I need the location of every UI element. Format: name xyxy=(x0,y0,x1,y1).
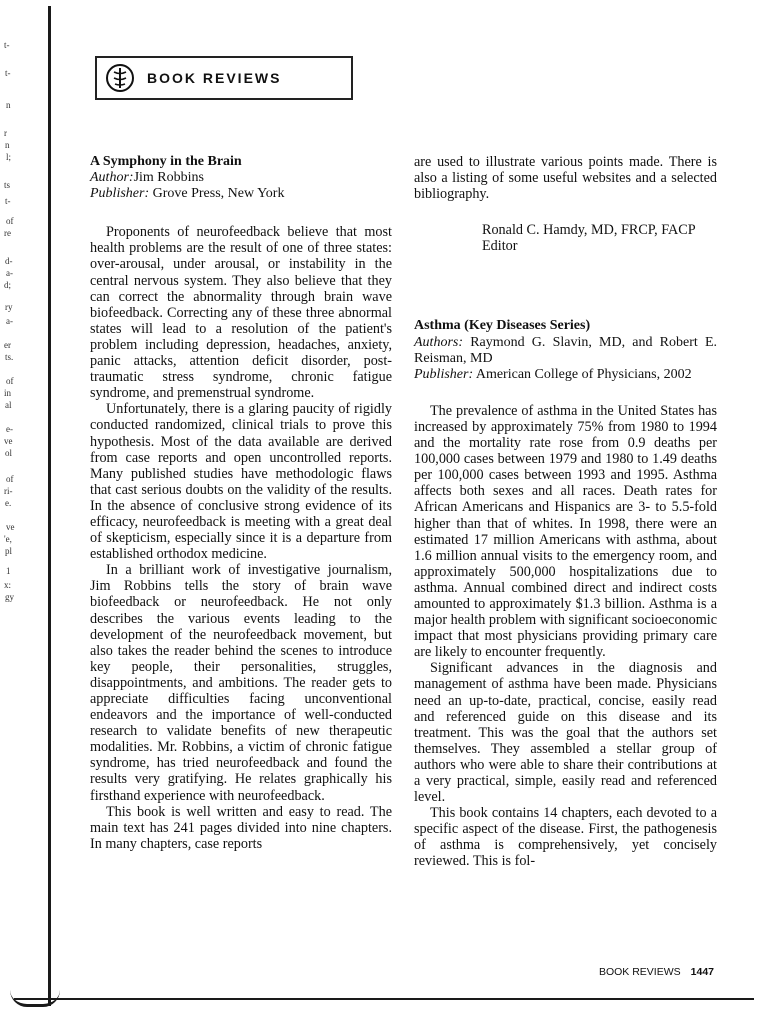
gutter-mark: n xyxy=(5,140,10,150)
left-column xyxy=(90,154,392,852)
review1-continuation: are used to illustrate various points made. There is also a listing of some useful websites and a selected bibliography. xyxy=(414,154,717,203)
gutter-mark: r xyxy=(4,128,7,138)
gutter-mark: ve xyxy=(6,522,15,532)
review2-title: Asthma (Key Diseases Series) xyxy=(414,318,591,334)
review1-author-line xyxy=(90,170,392,186)
gutter-mark: a- xyxy=(6,268,13,278)
bottom-rule xyxy=(14,998,754,1000)
review2-paragraph: The prevalence of asthma in the United States has increased by approximately 75% from 1980 to 1994 and the mortality rate rose from 0.9 deaths per 100,000 cases between 1979 and 1980 to 1.49 deaths per 100,000 cases between 1993 and 1995. Asthma affects both sexes and all races. Death rates for African Americans and Hispanics are 3- to 5.5-fold higher than that of whites. In 1998, there were an estimated 17 million Americans with asthma, about 1.6 million annual visits to the emergency room, and approximately 500,000 hospitalizations due to asthma. Annual combined direct and indirect costs amounted to approximately $1.3 billion. Asthma is a major health problem with significant socioeconomic impact that most physicians providing primary care are likely to encounter frequently. xyxy=(414,402,717,661)
gutter-mark: of xyxy=(6,216,14,226)
review1-title: A Symphony in the Brain xyxy=(90,154,242,169)
page-number: 1447 xyxy=(690,966,714,978)
gutter-mark: ry xyxy=(5,302,13,312)
review1-signature-role: Editor xyxy=(482,238,518,255)
author-label: Author: xyxy=(90,170,134,186)
gutter-mark: ts. xyxy=(5,352,14,362)
left-margin-bleed xyxy=(0,0,46,1024)
gutter-mark: in xyxy=(4,388,12,398)
gutter-mark: ve xyxy=(4,436,13,446)
gutter-mark: ts xyxy=(4,180,11,190)
gutter-mark: pl xyxy=(5,546,13,556)
gutter-mark: e. xyxy=(5,498,12,508)
review2-publisher-line xyxy=(414,367,717,383)
gutter-mark: 'e, xyxy=(4,534,12,544)
gutter-mark: gy xyxy=(5,592,14,602)
right-column xyxy=(414,154,717,870)
gutter-mark: 1 xyxy=(6,566,11,576)
gutter-mark: ri- xyxy=(4,486,13,496)
binding-rule xyxy=(48,6,51,1006)
review1-paragraph: In a brilliant work of investigative journalism, Jim Robbins tells the story of brain wave biofeedback or neurofeedback. He not only describes the various events leading to the development of the neurofeedback movement, but also takes the reader behind the scenes to introduce key people, their personalities, struggles, disappointments, and ambitions. The reader gets to appreciate difficulties facing unconventional endeavors and the importance of well-conducted research to validate benefits of new therapeutic modalities. Mr. Robbins, a victim of chronic fatigue syndrome, has tried neurofeedback and found the results very gratifying. He relates graphically his firsthand experience with neurofeedback. xyxy=(90,562,392,804)
review2-authors: Raymond G. Slavin, MD, and Robert E. Reisman, MD xyxy=(414,334,718,366)
gutter-mark: l; xyxy=(6,152,12,162)
review1-author: Jim Robbins xyxy=(133,170,204,186)
gutter-mark: al xyxy=(5,400,12,410)
gutter-mark: t- xyxy=(5,68,11,78)
review2-publisher: American College of Physicians, 2002 xyxy=(475,366,692,382)
review1-paragraph: Proponents of neurofeedback believe that most health problems are the result of one of three states: over-arousal, under arousal, or instability in the central nervous system. They also believe that they can correct the abnormality through brain wave biofeedback. Correcting any of these three abnormal states will lead to a resolution of the patient's problem including depression, headaches, anxiety, panic attacks, attention deficit disorder, post-traumatic stress syndrome, chronic fatigue syndrome, and premenstrual syndrome. xyxy=(90,224,392,402)
gutter-mark: t- xyxy=(4,40,10,50)
review1-paragraph: This book is well written and easy to read. The main text has 241 pages divided into nine chapters. In many chapters, case reports xyxy=(90,803,392,852)
gutter-mark: x: xyxy=(4,580,12,590)
authors-label: Authors: xyxy=(414,334,463,350)
publisher-label: Publisher: xyxy=(414,366,474,382)
review1-publisher-line xyxy=(90,186,392,202)
gutter-mark: n xyxy=(6,100,11,110)
section-header xyxy=(95,56,353,100)
review1-paragraph: Unfortunately, there is a glaring paucity of rigidly conducted randomized, clinical trials to prove this hypothesis. Most of the data available are derived from case reports and open uncontrolled reports. Many published studies have methodologic flaws that cast serious doubts on the validity of the results. In the absence of conclusive strong evidence of its efficacy, neurofeedback is meeting with a great deal of skepticism, especially since it is a departure from established orthodox medicine. xyxy=(90,401,392,563)
gutter-mark: e- xyxy=(6,424,13,434)
publisher-label: Publisher: xyxy=(90,186,150,202)
gutter-mark: t- xyxy=(5,196,11,206)
gutter-mark: of xyxy=(6,376,14,386)
review1-publisher: Grove Press, New York xyxy=(152,186,285,202)
review1-signature-name: Ronald C. Hamdy, MD, FRCP, FACP xyxy=(482,222,696,239)
gutter-mark: of xyxy=(6,474,14,484)
review2-paragraph: Significant advances in the diagnosis and management of asthma have been made. Physicians need an up-to-date, practical, concise, easily read and referenced guide on this disease and its treatment. This was the goal that the authors set themselves. They assembled a stellar group of authors who were able to share their contributions at a very practical, simple, easily read and referenced level. xyxy=(414,660,717,806)
gutter-mark: er xyxy=(4,340,11,350)
gutter-mark: re xyxy=(4,228,11,238)
gutter-mark: ol xyxy=(5,448,13,458)
section-title: BOOK REVIEWS xyxy=(147,70,282,86)
gutter-mark: d; xyxy=(4,280,12,290)
review2-paragraph: This book contains 14 chapters, each devoted to a specific aspect of the disease. First, the pathogenesis of asthma is comprehensively, yet concisely reviewed. This is fol- xyxy=(414,805,717,870)
footer-section: BOOK REVIEWS xyxy=(598,966,681,978)
review2-authors-line xyxy=(414,335,717,367)
gutter-mark: a- xyxy=(6,316,13,326)
gutter-mark: d- xyxy=(5,256,13,266)
page-footer xyxy=(599,966,714,978)
journal-logo-icon xyxy=(105,63,135,93)
